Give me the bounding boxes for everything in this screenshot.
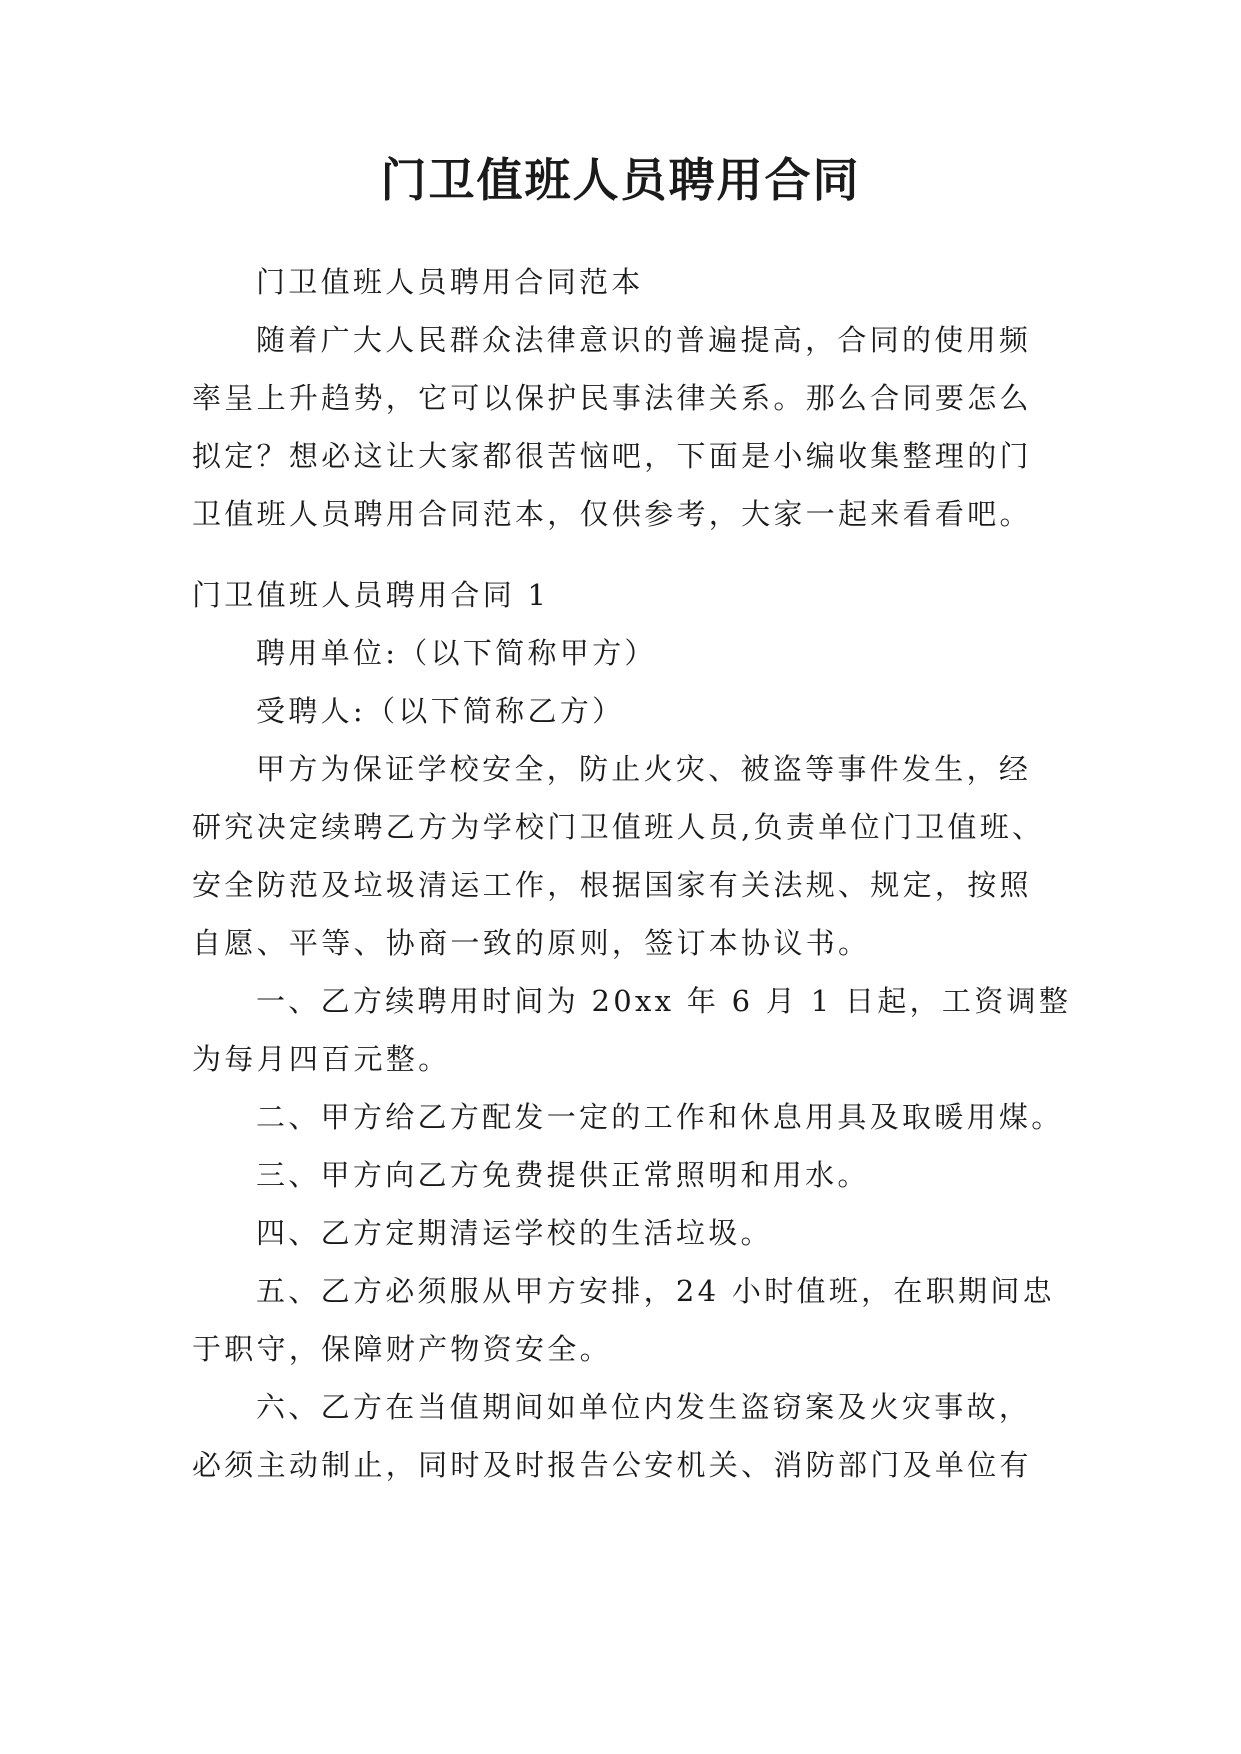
paragraph-line: 三、甲方向乙方免费提供正常照明和用水。: [256, 1158, 870, 1192]
paragraph-line: 拟定？想必这让大家都很苦恼吧，下面是小编收集整理的门: [192, 439, 1032, 473]
paragraph-line: 研究决定续聘乙方为学校门卫值班人员,负责单位门卫值班、: [192, 810, 1045, 844]
section-heading: [192, 566, 549, 624]
paragraph-line: 必须主动制止，同时及时报告公安机关、消防部门及单位有: [192, 1448, 1032, 1482]
clause-2: [256, 1088, 1064, 1146]
paragraph-line: 门卫值班人员聘用合同范本: [256, 265, 644, 299]
subtitle-paragraph: [256, 253, 644, 311]
clause-1: [192, 972, 1071, 1088]
preamble-paragraph: [192, 740, 1044, 972]
paragraph-line: 率呈上升趋势，它可以保护民事法律关系。那么合同要怎么: [192, 381, 1032, 415]
paragraph-line: 自愿、平等、协商一致的原则，签订本协议书。: [192, 926, 871, 960]
paragraph-line: 聘用单位:（以下简称甲方）: [256, 636, 657, 670]
paragraph-line: 六、乙方在当值期间如单位内发生盗窃案及火灾事故，: [256, 1390, 1032, 1424]
paragraph-line: 卫值班人员聘用合同范本，仅供参考，大家一起来看看吧。: [192, 497, 1032, 531]
paragraph-line: 于职守，保障财产物资安全。: [192, 1332, 612, 1366]
document-title: 门卫值班人员聘用合同: [380, 153, 861, 207]
intro-paragraph: [192, 311, 1032, 543]
paragraph-line: 门卫值班人员聘用合同 1: [192, 578, 550, 612]
paragraph-line: 四、乙方定期清运学校的生活垃圾。: [256, 1216, 773, 1250]
clause-3: [256, 1146, 870, 1204]
paragraph-line: 二、甲方给乙方配发一定的工作和休息用具及取暖用煤。: [256, 1100, 1064, 1134]
paragraph-line: 随着广大人民群众法律意识的普遍提高，合同的使用频: [256, 323, 1032, 357]
paragraph-line: 五、乙方必须服从甲方安排，24 小时值班，在职期间忠: [256, 1274, 1055, 1308]
paragraph-line: 甲方为保证学校安全，防止火灾、被盗等事件发生，经: [256, 752, 1032, 786]
clause-4: [256, 1204, 773, 1262]
paragraph-line: 安全防范及垃圾清运工作，根据国家有关法规、规定，按照: [192, 868, 1032, 902]
paragraph-line: 受聘人:（以下简称乙方）: [256, 694, 625, 728]
paragraph-line: 为每月四百元整。: [192, 1042, 451, 1076]
clause-6: [192, 1378, 1032, 1494]
employer-line: [256, 624, 657, 682]
clause-5: [192, 1262, 1055, 1378]
employee-line: [256, 682, 624, 740]
paragraph-line: 一、乙方续聘用时间为 20xx 年 6 月 1 日起，工资调整: [256, 984, 1072, 1018]
